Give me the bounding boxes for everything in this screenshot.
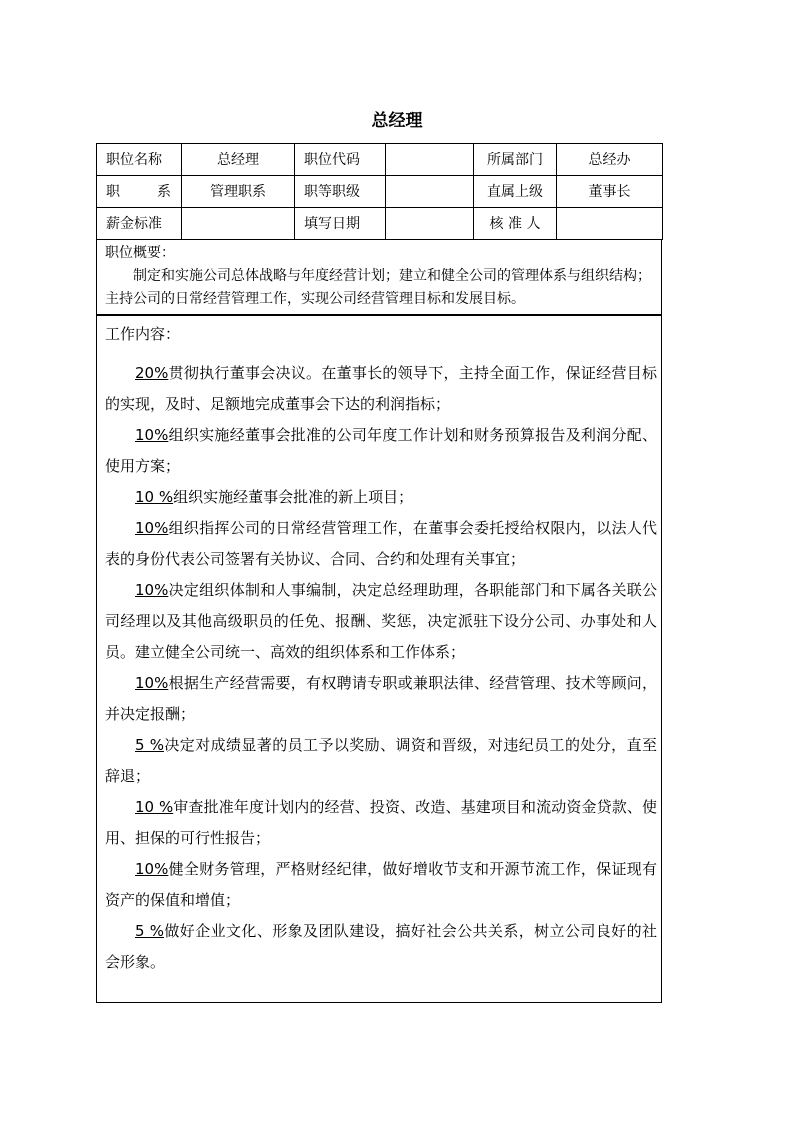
duty-text: 健全财务管理，严格财经纪律，做好增收节支和开源节流工作，保证现有资产的保值和增值；	[105, 860, 657, 909]
overview-heading: 职位概要：	[105, 245, 175, 261]
job-family-label-part1: 职	[106, 183, 120, 200]
position-code-label: 职位代码	[295, 144, 386, 176]
overview-text: 制定和实施公司总体战略与年度经营计划；建立和健全公司的管理体系与组织结构；主持公司的日常经营管理工作，实现公司经营管理目标和发展目标。	[105, 268, 651, 307]
approver-value	[557, 208, 663, 240]
grade-value	[386, 176, 474, 208]
list-item	[105, 575, 657, 668]
department-label: 所属部门	[474, 144, 557, 176]
position-overview	[96, 239, 662, 315]
grade-label: 职等职级	[295, 176, 386, 208]
percentage: 10%	[135, 581, 169, 599]
percentage: 10 %	[135, 488, 174, 506]
duty-text: 组织实施经董事会批准的公司年度工作计划和财务预算报告及利润分配、使用方案；	[105, 426, 657, 475]
list-item	[105, 668, 657, 730]
percentage: 10%	[135, 674, 169, 692]
supervisor-label: 直属上级	[474, 176, 557, 208]
percentage: 10%	[135, 519, 169, 537]
job-family-label-part2: 系	[157, 183, 171, 200]
list-item	[105, 792, 657, 854]
department-value: 总经办	[557, 144, 663, 176]
job-family-value: 管理职系	[182, 176, 295, 208]
table-row	[97, 144, 663, 176]
list-item	[105, 482, 657, 513]
fill-date-label: 填写日期	[295, 208, 386, 240]
list-item	[105, 513, 657, 575]
fill-date-value	[386, 208, 474, 240]
duty-text: 组织实施经董事会批准的新上项目；	[173, 488, 414, 506]
list-item	[105, 730, 657, 792]
duty-text: 做好企业文化、形象及团队建设，搞好社会公共关系，树立公司良好的社会形象。	[105, 922, 657, 971]
percentage: 20%	[135, 364, 169, 382]
salary-value	[182, 208, 295, 240]
list-item	[105, 420, 657, 482]
salary-label: 薪金标准	[97, 208, 182, 240]
duty-text: 组织指挥公司的日常经营管理工作，在董事会委托授给权限内，以法人代表的身份代表公司签署有关协议、合同、合约和处理有关事宜；	[105, 519, 657, 568]
table-row	[97, 176, 663, 208]
position-info-table	[96, 143, 663, 240]
table-row	[97, 208, 663, 240]
approver-label: 核 准 人	[474, 208, 557, 240]
position-code-value	[386, 144, 474, 176]
duty-text: 根据生产经营需要，有权聘请专职或兼职法律、经营管理、技术等顾问，并决定报酬；	[105, 674, 657, 723]
duty-text: 审查批准年度计划内的经营、投资、改造、基建项目和流动资金贷款、使用、担保的可行性报告；	[105, 798, 657, 847]
list-item	[105, 854, 657, 916]
percentage: 10 %	[135, 798, 174, 816]
supervisor-value: 董事长	[557, 176, 663, 208]
percentage: 5 %	[135, 736, 164, 754]
percentage: 10%	[135, 860, 169, 878]
duty-text: 贯彻执行董事会决议。在董事长的领导下，主持全面工作，保证经营目标的实现，及时、足额地完成董事会下达的利润指标；	[105, 364, 657, 413]
percentage: 5 %	[135, 922, 164, 940]
work-heading: 工作内容：	[105, 325, 181, 343]
job-family-label	[97, 176, 182, 208]
list-item	[105, 358, 657, 420]
position-name-value: 总经理	[182, 144, 295, 176]
position-name-label: 职位名称	[97, 144, 182, 176]
percentage: 10%	[135, 426, 169, 444]
list-item	[105, 916, 657, 978]
duty-text: 决定组织体制和人事编制，决定总经理助理，各职能部门和下属各关联公司经理以及其他高级职员的任免、报酬、奖惩，决定派驻下设分公司、办事处和人员。建立健全公司统一、高效的组织体系和工作体系；	[105, 581, 657, 661]
duty-text: 决定对成绩显著的员工予以奖励、调资和晋级，对违纪员工的处分，直至辞退；	[105, 736, 657, 785]
work-content	[96, 315, 662, 1003]
document-title: 总经理	[371, 111, 423, 131]
